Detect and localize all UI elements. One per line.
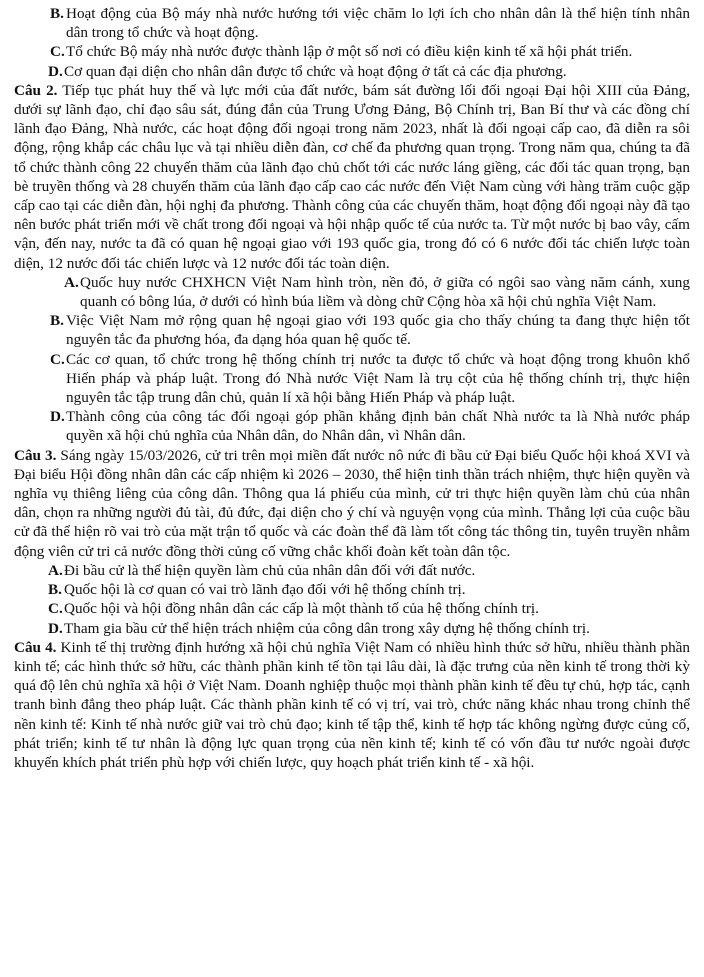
- q1-option-d[interactable]: [14, 62, 690, 81]
- option-text: Quốc hội là cơ quan có vai trò lãnh đạo đối với hệ thống chính trị.: [64, 581, 466, 599]
- option-label: D.: [48, 619, 63, 637]
- option-label: C.: [50, 350, 65, 368]
- option-label: C.: [50, 43, 65, 61]
- option-text: Tổ chức Bộ máy nhà nước được thành lập ở một số nơi có điều kiện kinh tế xã hội phát triển.: [66, 43, 633, 61]
- q3-option-a[interactable]: [14, 561, 690, 580]
- option-label: D.: [50, 408, 65, 426]
- option-label: B.: [48, 581, 62, 599]
- option-text: Thành công của công tác đối ngoại góp phần khẳng định bản chất Nhà nước ta là Nhà nước pháp quyền xã hội chủ nghĩa của Nhân dân, do Nhân dân, vì Nhân dân.: [66, 408, 690, 445]
- question-text: Sáng ngày 15/03/2026, cử tri trên mọi miền đất nước nô nức đi bầu cử Đại biểu Quốc hội khoá XVI và Đại biểu Hội đồng nhân dân các cấp nhiệm kì 2026 – 2030, thể hiện tinh thần trách nhiệm, thực hiện quyền và nghĩa vụ thiêng liêng của công dân. Thông qua lá phiếu của mình, cử tri thực hiện quyền làm chủ của nhân dân, chọn ra những người đủ tài, đủ đức, đại diện cho ý chí và nguyện vọng của mình. Thắng lợi của cuộc bầu cử đã thể hiện rõ vai trò của mặt trận tổ quốc và các đoàn thể đã làm tốt công tác thông tin, tuyên truyền nhằm động viên cử tri cả nước đồng thời củng cố vững chắc khối đoàn kết toàn dân tộc.: [14, 446, 690, 560]
- q1-option-b[interactable]: [14, 4, 690, 42]
- option-label: B.: [50, 312, 64, 330]
- option-text: Cơ quan đại diện cho nhân dân được tổ chức và hoạt động ở tất cả các địa phương.: [64, 62, 567, 80]
- question-label: Câu 3.: [14, 446, 57, 464]
- option-text: Đi bầu cử là thể hiện quyền làm chủ của nhân dân đối với đất nước.: [64, 561, 476, 579]
- option-label: B.: [50, 5, 64, 22]
- question-text: Kinh tế thị trường định hướng xã hội chủ nghĩa Việt Nam có nhiều hình thức sở hữu, nhiều thành phần kinh tế; các hình thức sở hữu, các thành phần kinh tế tồn tại lâu dài, là đặc trưng của nền kinh tế trong thời kỳ quá độ lên chủ nghĩa xã hội ở Việt Nam. Doanh nghiệp thuộc mọi thành phần kinh tế đều tự chủ, hợp tác, cạnh tranh bình đẳng theo pháp luật. Các thành phần kinh tế có vị trí, vai trò, chức năng khác nhau trong chỉnh thể nền kinh tế: Kinh tế nhà nước giữ vai trò chủ đạo; kinh tế tập thể, kinh tế hợp tác không ngừng được củng cố, phát triển; kinh tế tư nhân là động lực quan trọng của nền kinh tế; kinh tế có vốn đầu tư nước ngoài được khuyến khích phát triển phù hợp với chiến lược, quy hoạch phát triển kinh tế - xã hội.: [14, 638, 691, 771]
- q3-option-c[interactable]: [14, 599, 690, 618]
- question-4: [14, 638, 690, 772]
- option-label: D.: [48, 62, 63, 80]
- question-label: Câu 4.: [14, 638, 57, 656]
- q3-option-d[interactable]: [14, 619, 690, 638]
- question-3: [14, 446, 690, 561]
- option-label: C.: [48, 600, 63, 618]
- option-text: Hoạt động của Bộ máy nhà nước hướng tới việc chăm lo lợi ích cho nhân dân là thể hiện tính nhân dân trong tổ chức và hoạt động.: [66, 5, 690, 42]
- q2-option-d[interactable]: [14, 407, 690, 445]
- q2-option-b[interactable]: [14, 311, 690, 349]
- question-2: [14, 81, 690, 273]
- option-label: A.: [64, 273, 79, 291]
- question-label: Câu 2.: [14, 81, 58, 99]
- option-text: Việc Việt Nam mở rộng quan hệ ngoại giao với 193 quốc gia cho thấy chúng ta đang thực hiện tốt nguyên tắc đa phương hóa, đa dạng hóa quan hệ quốc tế.: [66, 312, 690, 349]
- option-text: Tham gia bầu cử thể hiện trách nhiệm của công dân trong xây dựng hệ thống chính trị.: [64, 619, 590, 637]
- q2-option-a[interactable]: [14, 273, 690, 311]
- q3-option-b[interactable]: [14, 580, 690, 599]
- q1-option-c[interactable]: [14, 42, 690, 61]
- option-text: Quốc huy nước CHXHCN Việt Nam hình tròn, nền đỏ, ở giữa có ngôi sao vàng năm cánh, xung quanh có bông lúa, ở dưới có hình búa liềm và dòng chữ Cộng hòa xã hội chủ nghĩa Việt Nam.: [80, 273, 690, 311]
- q2-option-c[interactable]: [14, 350, 690, 408]
- question-text: Tiếp tục phát huy thế và lực mới của đất nước, bám sát đường lối đối ngoại Đại hội XIII của Đảng, dưới sự lãnh đạo, chỉ đạo sâu sát, đúng đắn của Trung Ương Đảng, Bộ Chính trị, Ban Bí thư và các đồng chí lãnh đạo Đảng, Nhà nước, các hoạt động đối ngoại trong năm 2023, nhất là đối ngoại cấp cao, đã diễn ra sôi động, rộng khắp các châu lục và tại nhiều diễn đàn, cơ chế đa phương quan trọng. Trong năm qua, chúng ta đã tổ chức thành công 22 chuyến thăm của lãnh đạo chủ chốt tới các nước láng giềng, các đối tác quan trọng, bạn bè truyền thống và 28 chuyến thăm của lãnh đạo cấp cao các nước đến Việt Nam cùng với hàng trăm cuộc gặp cấp cao tại các diễn đàn, hội nghị đa phương. Thành công của các chuyến thăm, hoạt động đối ngoại này đã tạo nên bước phát triển mới về chất trong đối ngoại và hội nhập quốc tế của nước ta. Từ một nước bị bao vây, cấm vận, đến nay, nước ta đã có quan hệ ngoại giao với 193 quốc gia, trong đó có 6 nước đối tác chiến lược toàn diện, 12 nước đối tác chiến lược và 12 nước đối tác toàn diện.: [14, 81, 690, 272]
- option-text: Quốc hội và hội đồng nhân dân các cấp là một thành tố của hệ thống chính trị.: [64, 600, 539, 618]
- option-text: Các cơ quan, tổ chức trong hệ thống chính trị nước ta được tổ chức và hoạt động trong khuôn khổ Hiến pháp và pháp luật. Trong đó Nhà nước Việt Nam là trụ cột của hệ thống chính trị, thực hiện nguyên tắc tập trung dân chủ, quản lí xã hội bằng Hiến Pháp và pháp luật.: [66, 350, 690, 407]
- option-label: A.: [48, 561, 63, 579]
